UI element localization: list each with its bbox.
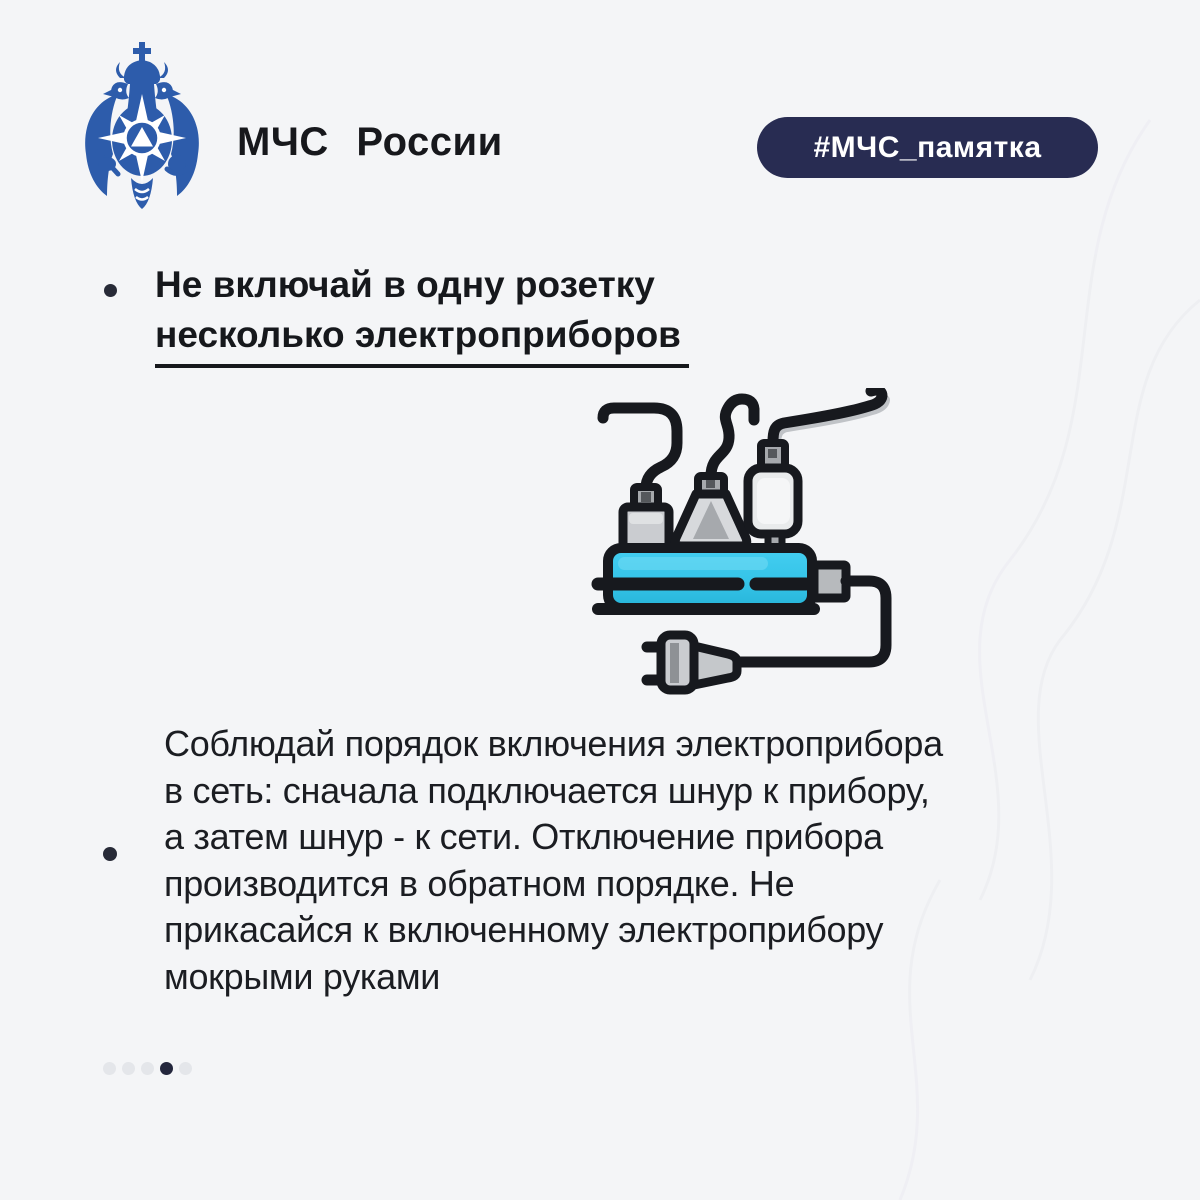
memo-paragraph-line: прикасайся к включенному электроприбору (164, 909, 884, 950)
mchs-emblem-icon (76, 40, 208, 212)
memo-paragraph-line: в сеть: сначала подключается шнур к прибору, (164, 769, 930, 811)
page-dot[interactable] (179, 1062, 192, 1075)
hashtag-badge-label: #МЧС_памятка (813, 130, 1042, 164)
memo-paragraph-line: производится в обратном порядке. Не (164, 862, 795, 904)
memo-paragraph-line: а затем шнур - к сети. Отключение прибора (164, 816, 883, 857)
memo-paragraph (164, 721, 1144, 1000)
bullet-dot (103, 847, 117, 861)
pagination-dots (103, 1062, 192, 1075)
page-dot[interactable] (122, 1062, 135, 1075)
page-dot[interactable] (141, 1062, 154, 1075)
memo-title-line1: Не включай в одну розетку (155, 264, 655, 305)
memo-paragraph-line: мокрыми руками (164, 955, 441, 997)
memo-title-line2: несколько электроприборов (155, 310, 689, 368)
page-dot-active[interactable] (160, 1062, 173, 1075)
power-strip-illustration (590, 388, 915, 703)
page-dot[interactable] (103, 1062, 116, 1075)
bullet-dot (104, 284, 117, 297)
memo-paragraph-line: Соблюдай порядок включения электроприбора (164, 723, 943, 764)
memo-title (155, 260, 689, 368)
brand-title: МЧС России (237, 120, 503, 164)
hashtag-badge[interactable] (757, 117, 1098, 178)
